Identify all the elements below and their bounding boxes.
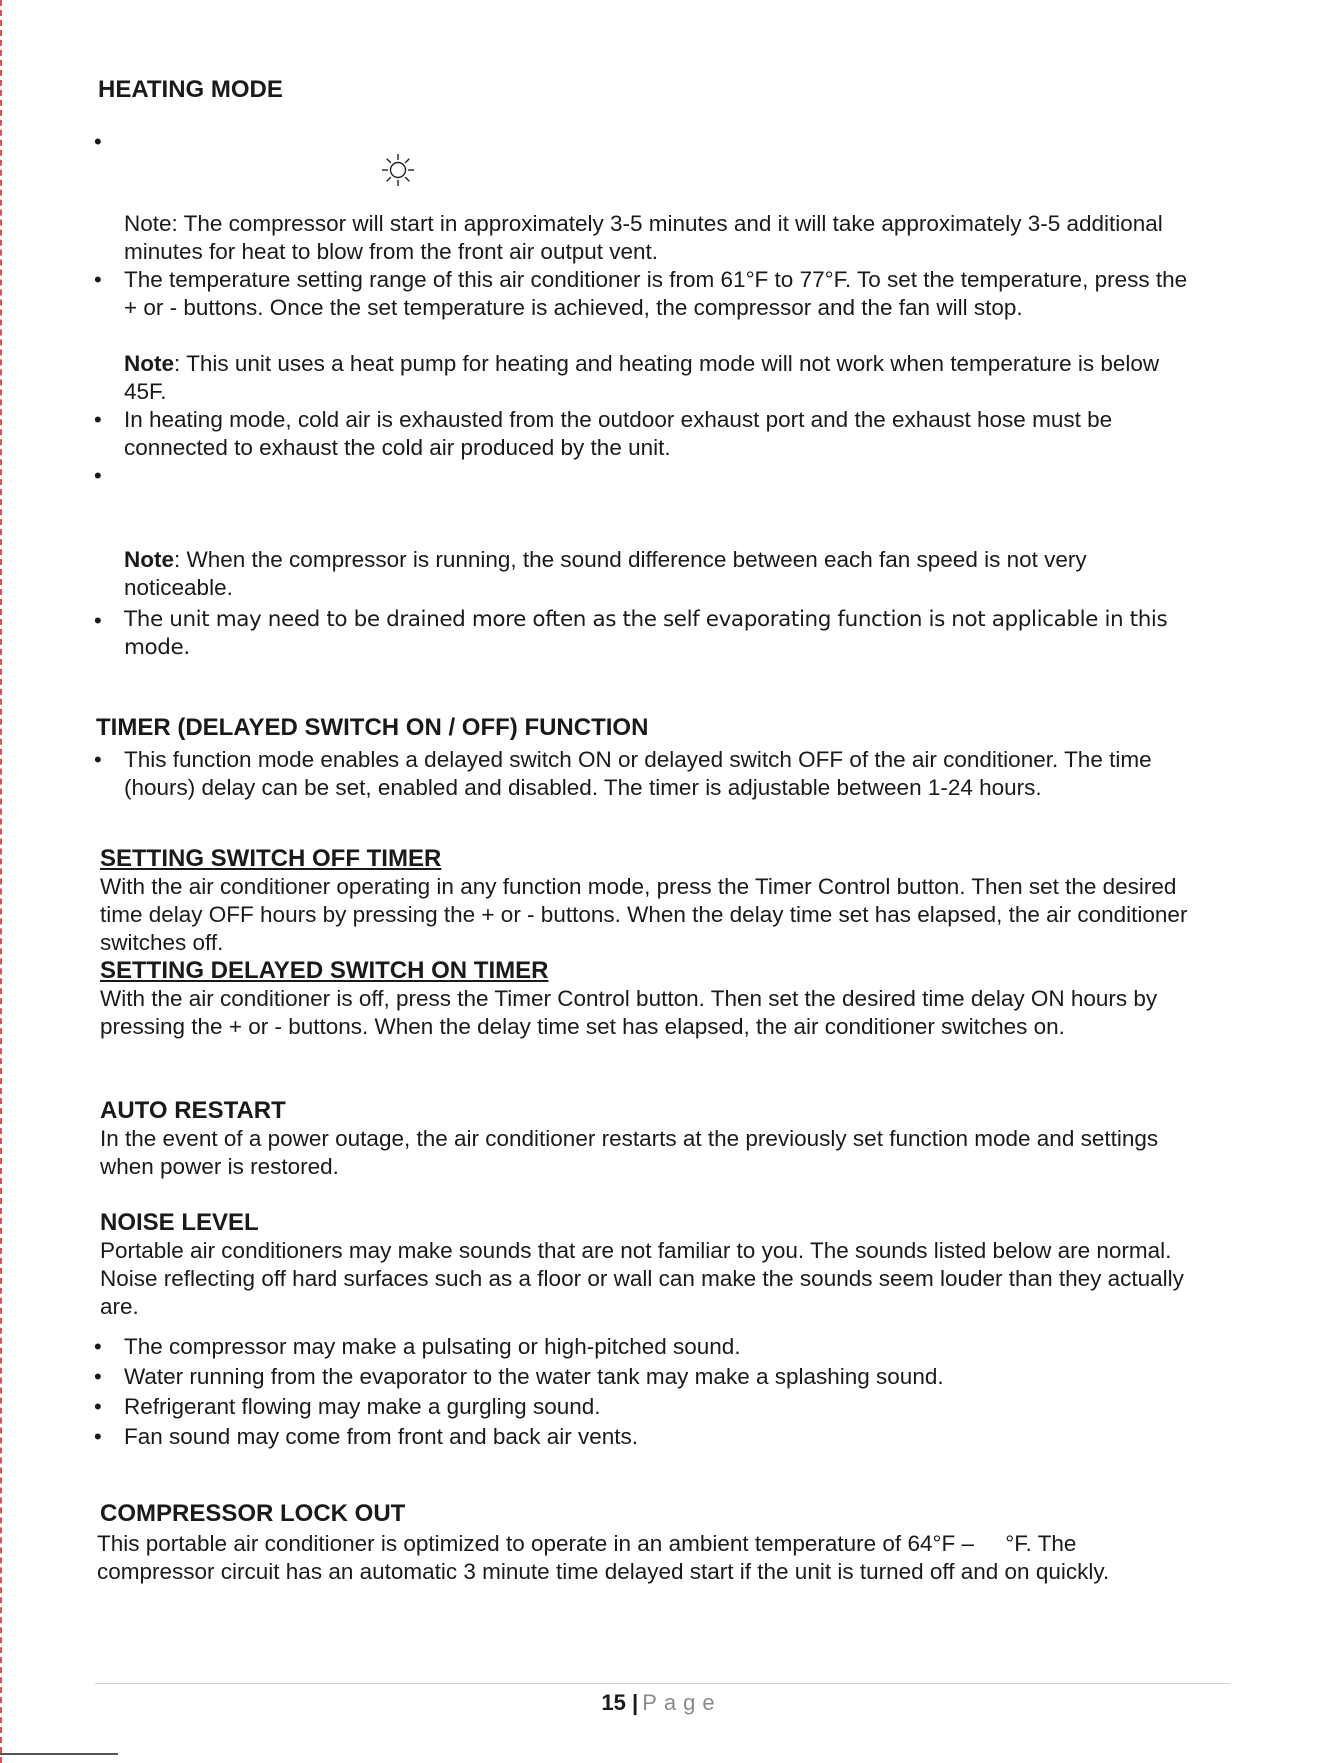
bullet-marker: • (94, 608, 102, 633)
note-text: : When the compressor is running, the sound difference between each fan speed is not very noticeable. (124, 547, 1087, 600)
compressor-lockout-title: COMPRESSOR LOCK OUT (100, 1500, 406, 1527)
heating-note-2 (124, 350, 1199, 406)
bullet-marker: • (94, 267, 102, 292)
page-edge-marker (0, 0, 2, 1763)
switch-on-timer-title: SETTING DELAYED SWITCH ON TIMER (100, 957, 549, 984)
bullet-marker: • (94, 1364, 102, 1389)
bullet-marker: • (94, 1394, 102, 1419)
heating-mode-title: HEATING MODE (98, 76, 283, 103)
corner-mark (0, 1753, 118, 1755)
timer-description: This function mode enables a delayed switch ON or delayed switch OFF of the air conditioner. The time (hours) delay can be set, enabled and disabled. The timer is adjustable between 1-24 hours. (124, 747, 1152, 800)
bullet-marker: • (94, 463, 102, 488)
list-item: Fan sound may come from front and back air vents. (124, 1424, 638, 1449)
list-item: The compressor may make a pulsating or high-pitched sound. (124, 1334, 741, 1359)
note-label: Note (124, 547, 174, 572)
compressor-lockout-line-1: This portable air conditioner is optimized to operate in an ambient temperature of 64°F – °F. The (97, 1531, 1077, 1556)
list-item: Refrigerant flowing may make a gurgling sound. (124, 1394, 601, 1419)
list-item: Water running from the evaporator to the water tank may make a splashing sound. (124, 1364, 944, 1389)
auto-restart-title: AUTO RESTART (100, 1097, 286, 1124)
switch-off-timer-title: SETTING SWITCH OFF TIMER (100, 845, 442, 872)
cold-air-exhaust-text: In heating mode, cold air is exhausted from the outdoor exhaust port and the exhaust hose must be connected to exhaust the cold air produced by the unit. (124, 407, 1113, 460)
switch-off-timer-text: With the air conditioner operating in any function mode, press the Timer Control button. Then set the desired time delay OFF hours by pressing the + or - buttons. When the delay time set has elapsed, the air conditioner switches off. (100, 874, 1188, 955)
note-text: : This unit uses a heat pump for heating and heating mode will not work when temperature is below 45F. (124, 351, 1160, 404)
noise-level-text: Portable air conditioners may make sounds that are not familiar to you. The sounds listed below are normal. Noise reflecting off hard surfaces such as a floor or wall can make the sounds seem louder than they actually are. (100, 1238, 1184, 1319)
bullet-marker: • (94, 1334, 102, 1359)
heating-note-1: Note: The compressor will start in approximately 3-5 minutes and it will take approximately 3-5 additional minutes for heat to blow from the front air output vent. (124, 211, 1163, 264)
page-number: 15 (601, 1690, 626, 1715)
heating-note-3 (124, 546, 1199, 602)
auto-restart-text: In the event of a power outage, the air conditioner restarts at the previously set function mode and settings when power is restored. (100, 1126, 1159, 1179)
page-word: Page (642, 1690, 722, 1715)
drain-note-text: The unit may need to be drained more often as the self evaporating function is not applicable in this mode. (124, 607, 1168, 660)
compressor-lockout-line-2: compressor circuit has an automatic 3 minute time delayed start if the unit is turned off and on quickly. (97, 1559, 1110, 1584)
page-footer (0, 1688, 1323, 1718)
timer-function-title: TIMER (DELAYED SWITCH ON / OFF) FUNCTION (96, 714, 649, 741)
bullet-marker: • (94, 129, 102, 154)
bullet-marker: • (94, 747, 102, 772)
footer-divider (95, 1683, 1230, 1684)
temperature-range-text: The temperature setting range of this air conditioner is from 61°F to 77°F. To set the temperature, press the + or - buttons. Once the set temperature is achieved, the compressor and the fan will stop. (124, 267, 1188, 320)
switch-on-timer-text: With the air conditioner is off, press the Timer Control button. Then set the desired time delay ON hours by pressing the + or - buttons. When the delay time set has elapsed, the air conditioner switches on. (100, 986, 1158, 1039)
page-separator: | (632, 1690, 639, 1715)
noise-level-title: NOISE LEVEL (100, 1209, 259, 1236)
bullet-marker: • (94, 407, 102, 432)
sun-icon (380, 152, 416, 188)
bullet-marker: • (94, 1424, 102, 1449)
note-label: Note (124, 351, 174, 376)
